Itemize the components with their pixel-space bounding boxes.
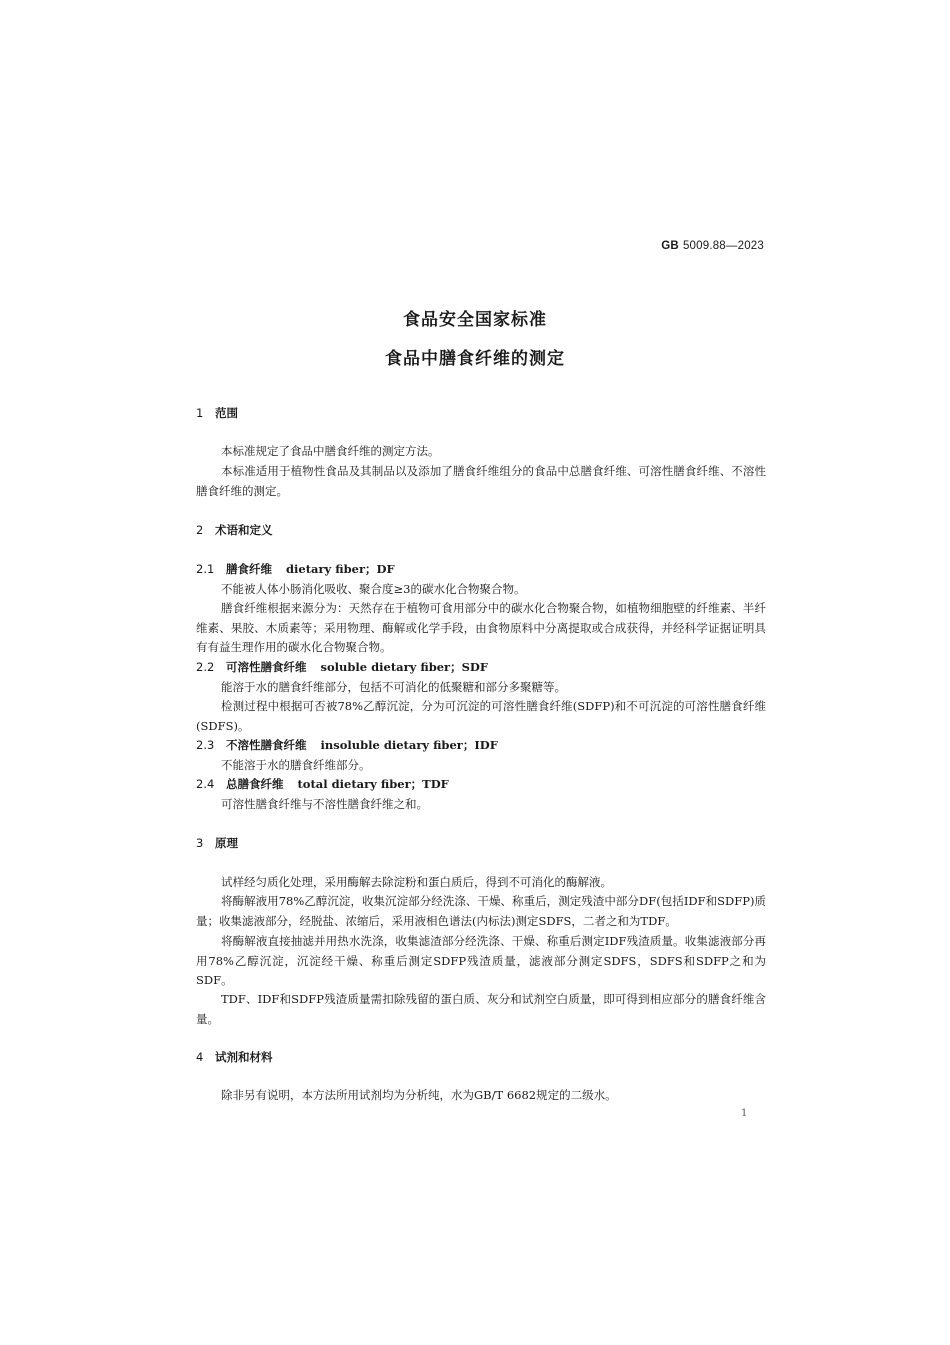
paragraph: 试样经匀质化处理，采用酶解去除淀粉和蛋白质后，得到不可消化的酶解液。 bbox=[221, 875, 612, 889]
term-heading-2-2 bbox=[196, 659, 488, 675]
page-number: 1 bbox=[741, 1108, 748, 1119]
main-title: 食品安全国家标准 bbox=[403, 310, 547, 330]
term-heading-2-4 bbox=[196, 776, 449, 792]
paragraph: 将酶解液直接抽滤并用热水洗涤，收集滤渣部分经洗涤、干燥、称重后测定IDF残渣质量。收集滤液部分再用78%乙醇沉淀，沉淀经干燥、称重后测定SDFP残渣质量，滤液部分测定SDFS，SDFS和SDFP之和为SDF。 bbox=[196, 934, 766, 987]
paragraph: 本标准适用于植物性食品及其制品以及添加了膳食纤维组分的食品中总膳食纤维、可溶性膳食纤维、不溶性膳食纤维的测定。 bbox=[196, 464, 766, 498]
section-number: 2 bbox=[196, 523, 204, 537]
term-number: 2.4 bbox=[196, 777, 215, 791]
term-chinese: 膳食纤维 bbox=[226, 562, 272, 576]
paragraph: TDF、IDF和SDFP残渣质量需扣除残留的蛋白质、灰分和试剂空白质量，即可得到相应部分的膳食纤维含量。 bbox=[196, 992, 766, 1026]
term-chinese: 可溶性膳食纤维 bbox=[226, 660, 307, 674]
section-title: 范围 bbox=[215, 406, 238, 420]
standard-number: 5009.88—2023 bbox=[682, 240, 764, 252]
section-title: 原理 bbox=[215, 836, 238, 850]
paragraph: 能溶于水的膳食纤维部分，包括不可消化的低聚糖和部分多聚糖等。 bbox=[221, 680, 566, 694]
term-number: 2.2 bbox=[196, 660, 215, 674]
paragraph: 本标准规定了食品中膳食纤维的测定方法。 bbox=[221, 444, 440, 458]
standard-code bbox=[661, 240, 764, 252]
paragraph: 不能被人体小肠消化吸收、聚合度≥3的碳水化合物聚合物。 bbox=[221, 582, 526, 596]
paragraph: 将酶解液用78%乙醇沉淀，收集沉淀部分经洗涤、干燥、称重后，测定残渣中部分DF(包括IDF和SDFP)质量；收集滤液部分，经脱盐、浓缩后，采用液相色谱法(内标法)测定SDFS，二者之和为TDF。 bbox=[196, 894, 766, 928]
section-title: 术语和定义 bbox=[215, 523, 273, 537]
section-heading-3 bbox=[196, 835, 238, 851]
term-english: total dietary fiber；TDF bbox=[297, 777, 449, 791]
standard-prefix: GB bbox=[661, 240, 679, 252]
term-number: 2.3 bbox=[196, 738, 215, 752]
section-number: 3 bbox=[196, 836, 204, 850]
paragraph: 膳食纤维根据来源分为：天然存在于植物可食用部分中的碳水化合物聚合物，如植物细胞壁的纤维素、半纤维素、果胶、木质素等；采用物理、酶解或化学手段，由食物原料中分离提取或合成获得，并经科学证据证明具有有益生理作用的碳水化合物聚合物。 bbox=[196, 601, 766, 654]
section-heading-2 bbox=[196, 522, 273, 538]
term-english: insoluble dietary fiber；IDF bbox=[320, 738, 498, 752]
paragraph: 除非另有说明，本方法所用试剂均为分析纯，水为GB/T 6682规定的二级水。 bbox=[221, 1088, 617, 1102]
term-number: 2.1 bbox=[196, 562, 215, 576]
section-number: 1 bbox=[196, 406, 204, 420]
paragraph: 不能溶于水的膳食纤维部分。 bbox=[221, 758, 371, 772]
paragraph: 检测过程中根据可否被78%乙醇沉淀，分为可沉淀的可溶性膳食纤维(SDFP)和不可沉淀的可溶性膳食纤维(SDFS)。 bbox=[196, 699, 766, 733]
paragraph: 可溶性膳食纤维与不溶性膳食纤维之和。 bbox=[221, 797, 428, 811]
term-heading-2-1 bbox=[196, 561, 395, 577]
term-english: dietary fiber；DF bbox=[286, 562, 395, 576]
section-number: 4 bbox=[196, 1050, 204, 1064]
section-heading-1 bbox=[196, 405, 238, 421]
sub-title: 食品中膳食纤维的测定 bbox=[385, 349, 565, 369]
term-english: soluble dietary fiber；SDF bbox=[320, 660, 489, 674]
section-title: 试剂和材料 bbox=[215, 1050, 273, 1064]
section-heading-4 bbox=[196, 1049, 273, 1065]
term-heading-2-3 bbox=[196, 737, 498, 753]
term-chinese: 不溶性膳食纤维 bbox=[226, 738, 307, 752]
term-chinese: 总膳食纤维 bbox=[226, 777, 284, 791]
